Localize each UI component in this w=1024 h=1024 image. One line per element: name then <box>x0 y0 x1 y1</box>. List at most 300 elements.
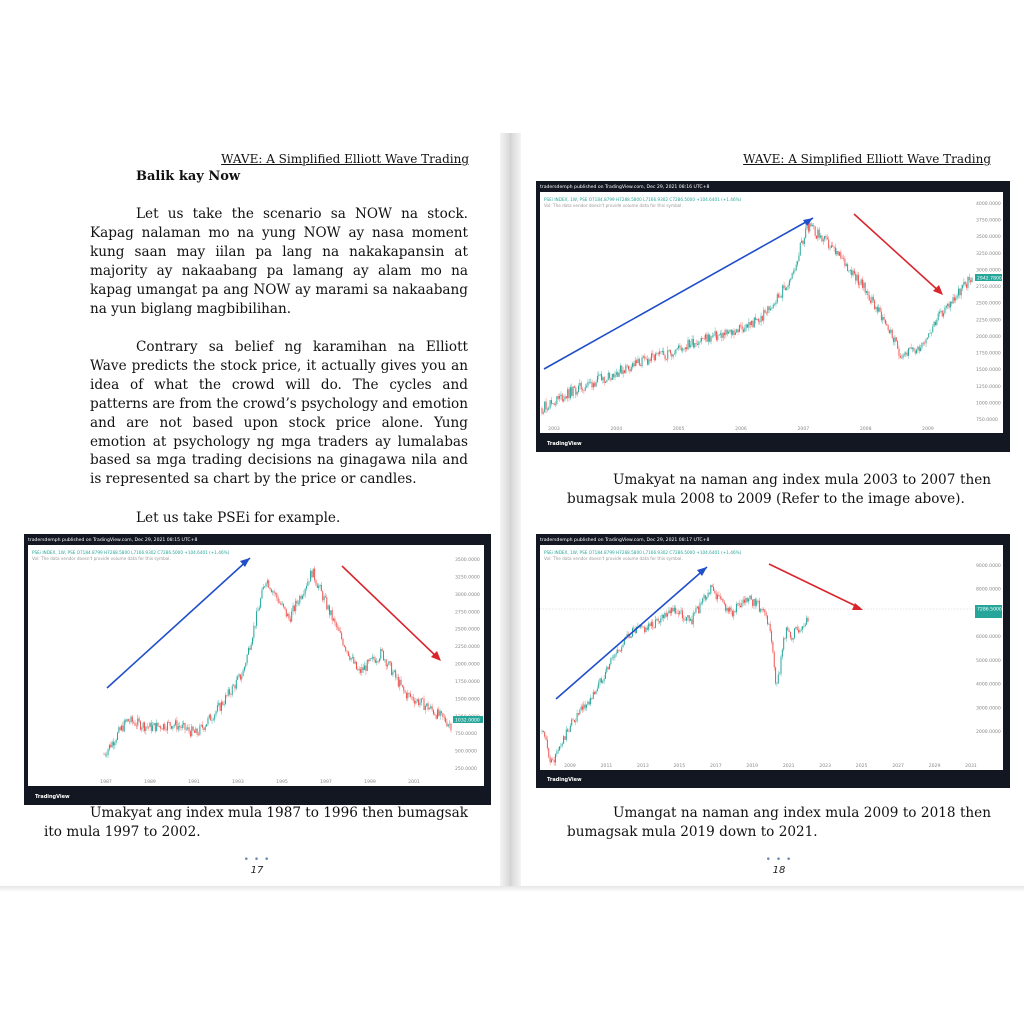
candle-body <box>803 626 804 627</box>
candle-body <box>306 586 307 589</box>
candle-body <box>801 630 802 631</box>
candle-body <box>340 631 341 633</box>
chart-symbol-line: PSEi INDEX, 1W, PSE O7184.8799 H7288.5800 L7166.9302 C7286.5000 +104.6401 (+1.46%) <box>32 550 230 555</box>
candle-body <box>379 659 380 661</box>
candle-body <box>333 619 334 621</box>
candle-body <box>444 717 445 718</box>
candle-body <box>954 297 955 300</box>
candle-body <box>962 285 963 288</box>
candle-body <box>579 383 580 386</box>
candle-body <box>159 726 160 727</box>
candle-body <box>117 733 118 740</box>
candle-body <box>144 723 145 731</box>
candle-body <box>108 749 109 755</box>
candle-body <box>643 627 644 628</box>
candle-body <box>705 334 706 339</box>
candle-body <box>118 727 119 732</box>
candle-body <box>575 388 576 395</box>
candle-body <box>885 320 886 324</box>
running-header: WAVE: A Simplified Elliott Wave Trading <box>221 152 469 166</box>
candle-body <box>386 660 387 667</box>
candle-body <box>656 353 657 354</box>
candle-body <box>633 363 634 366</box>
candle-body <box>372 657 373 659</box>
candle-body <box>218 703 219 705</box>
candle-body <box>548 408 549 410</box>
candle-body <box>972 278 973 282</box>
candle-body <box>313 569 314 578</box>
candle-body <box>808 618 809 622</box>
candle-body <box>734 330 735 334</box>
candle-body <box>392 672 393 675</box>
candle-body <box>147 727 148 728</box>
candle-body <box>328 606 329 610</box>
candle-body <box>773 305 774 309</box>
candle-body <box>926 339 927 343</box>
candle-body <box>548 748 549 757</box>
candle-body <box>671 354 672 357</box>
candle-body <box>805 625 806 626</box>
candle-body <box>966 284 967 288</box>
candle-body <box>348 651 349 656</box>
candle-body <box>698 342 699 345</box>
candle-body <box>604 679 605 681</box>
candle-body <box>162 729 163 730</box>
candle-body <box>243 671 244 677</box>
candle-body <box>698 607 699 613</box>
candle-body <box>597 689 598 692</box>
candle-body <box>383 651 384 660</box>
candle-body <box>744 600 745 603</box>
candle-body <box>787 627 788 630</box>
candle-body <box>727 330 728 334</box>
candle-body <box>180 727 181 728</box>
candle-body <box>245 663 246 667</box>
candle-body <box>693 613 694 624</box>
candle-body <box>632 363 633 367</box>
x-axis-label: 2005 <box>672 427 685 432</box>
candle-body <box>349 656 350 660</box>
candle-body <box>432 706 433 710</box>
candle-body <box>820 236 821 238</box>
candle-body <box>264 586 265 587</box>
candle-body <box>590 698 591 704</box>
candle-body <box>229 689 230 694</box>
candle-body <box>605 672 606 679</box>
candle-body <box>875 307 876 309</box>
candle-body <box>261 590 262 599</box>
candle-body <box>790 632 791 637</box>
candle-body <box>201 725 202 726</box>
candle-body <box>558 396 559 399</box>
candle-body <box>391 663 392 675</box>
candle-body <box>170 722 171 726</box>
candle-body <box>574 386 575 387</box>
candle-body <box>298 603 299 604</box>
candle-body <box>751 321 752 325</box>
candle-body <box>743 600 744 603</box>
candle-body <box>409 693 410 694</box>
candle-body <box>909 347 910 348</box>
candle-body <box>329 606 330 615</box>
candle-body <box>272 591 273 592</box>
candle-body <box>682 610 683 618</box>
candle-body <box>564 736 565 740</box>
candle-body <box>920 348 921 351</box>
candle-body <box>615 375 616 378</box>
y-axis-label: 3500.0000 <box>455 558 480 563</box>
candle-body <box>668 610 669 613</box>
candle-body <box>886 324 887 325</box>
candle-body <box>360 669 361 673</box>
candle-body <box>357 669 358 670</box>
candle-body <box>228 689 229 695</box>
candle-body <box>280 603 281 605</box>
chart-volume-note: Vol: The data vendor doesn't provide volume data for this symbol. <box>32 556 171 561</box>
candle-body <box>644 627 645 632</box>
candle-body <box>176 720 177 729</box>
candle-body <box>729 330 730 332</box>
candle-body <box>355 662 356 664</box>
candle-body <box>742 326 743 330</box>
candle-body <box>148 727 149 728</box>
candle-body <box>639 359 640 365</box>
candle-body <box>185 723 186 730</box>
candle-body <box>164 724 165 729</box>
y-axis-label: 5000.0000 <box>976 658 1001 664</box>
candle-body <box>697 344 698 345</box>
candle-body <box>733 611 734 616</box>
candle-body <box>697 607 698 609</box>
candle-body <box>618 650 619 651</box>
candle-body <box>825 236 826 238</box>
y-axis-label: 2000.0000 <box>455 662 480 668</box>
candle-body <box>543 731 544 732</box>
candle-body <box>866 291 867 293</box>
candle-body <box>679 611 680 614</box>
candle-body <box>401 680 402 685</box>
candle-body <box>275 593 276 594</box>
x-axis-label: 2009 <box>564 764 576 769</box>
candle-body <box>758 319 759 321</box>
page-number: 17 <box>250 865 264 876</box>
candle-body <box>613 657 614 658</box>
candle-body <box>907 353 908 356</box>
candle-body <box>834 247 835 248</box>
candle-body <box>570 726 571 732</box>
paragraph: Let us take PSEi for example. <box>136 510 341 526</box>
candle-body <box>567 729 568 731</box>
candle-body <box>717 335 718 340</box>
candle-body <box>765 310 766 313</box>
candle-body <box>186 729 187 730</box>
candle-body <box>874 300 875 309</box>
candle-body <box>398 677 399 687</box>
candle-body <box>797 261 798 264</box>
candle-body <box>951 302 952 304</box>
candle-body <box>378 661 379 662</box>
candle-body <box>651 354 652 361</box>
candle-body <box>769 306 770 310</box>
candle-body <box>581 383 582 390</box>
page-bottom-shadow <box>0 886 1024 892</box>
candle-body <box>195 729 196 733</box>
x-axis-label: 2011 <box>600 764 613 769</box>
candle-body <box>334 619 335 623</box>
candle-body <box>141 728 142 730</box>
candle-body <box>396 677 397 678</box>
candle-body <box>546 737 547 740</box>
candle-body <box>160 726 161 729</box>
candle-body <box>704 339 705 340</box>
tradingview-logo: TradingView <box>547 777 582 783</box>
candle-body <box>893 338 894 342</box>
candle-body <box>686 347 687 349</box>
candle-body <box>927 338 928 340</box>
section-title: Balik kay Now <box>136 169 241 184</box>
candle-body <box>797 627 798 630</box>
candle-body <box>772 642 773 652</box>
candle-body <box>785 288 786 290</box>
candle-body <box>854 271 855 274</box>
candle-body <box>310 571 311 582</box>
candle-body <box>724 602 725 604</box>
right-page <box>521 133 1024 887</box>
candle-body <box>659 352 660 355</box>
candle-body <box>678 345 679 348</box>
candle-body <box>739 325 740 332</box>
candle-body <box>563 399 564 401</box>
candle-body <box>853 271 854 276</box>
candle-body <box>233 685 234 686</box>
candle-body <box>586 705 587 708</box>
candle-body <box>950 302 951 308</box>
candle-body <box>216 711 217 714</box>
candle-body <box>642 357 643 366</box>
candle-body <box>121 726 122 730</box>
x-axis-label: 2001 <box>408 780 420 785</box>
candle-body <box>305 589 306 594</box>
candle-body <box>747 598 748 602</box>
candle-body <box>131 717 132 723</box>
candle-body <box>625 366 626 373</box>
candle-body <box>740 325 741 326</box>
candle-body <box>838 251 839 256</box>
candle-body <box>167 722 168 730</box>
candle-body <box>687 615 688 617</box>
candle-body <box>407 693 408 698</box>
candle-body <box>880 307 881 311</box>
candle-body <box>903 355 904 358</box>
tradingview-logo: TradingView <box>35 794 70 800</box>
candle-body <box>260 599 261 608</box>
chart-caption: Umakyat na naman ang index mula 2003 to 2007 then bumagsak mula 2008 to 2009 (Refer to the image above). <box>567 472 991 507</box>
candle-body <box>685 620 686 621</box>
candle-body <box>702 338 703 339</box>
x-axis-label: 2021 <box>782 764 795 769</box>
candle-body <box>583 390 584 391</box>
candle-body <box>911 347 912 348</box>
candle-body <box>582 706 583 709</box>
candle-body <box>654 627 655 628</box>
candle-body <box>760 609 761 612</box>
candle-body <box>251 644 252 650</box>
y-axis-label: 2000.0000 <box>976 334 1001 340</box>
candle-body <box>363 667 364 670</box>
candle-body <box>641 626 642 627</box>
candle-body <box>295 601 296 611</box>
candle-body <box>232 686 233 695</box>
candle-body <box>878 307 879 311</box>
candle-body <box>901 358 902 359</box>
candle-body <box>851 270 852 275</box>
candle-body <box>663 615 664 618</box>
candle-body <box>663 351 664 355</box>
candle-body <box>892 330 893 338</box>
candle-body <box>670 350 671 354</box>
y-axis-label: 1750.0000 <box>455 679 480 685</box>
candle-body <box>655 620 656 628</box>
candle-body <box>542 408 543 413</box>
candle-body <box>720 333 721 334</box>
candle-body <box>608 667 609 669</box>
candle-body <box>638 359 639 363</box>
candle-body <box>736 604 737 612</box>
candle-body <box>739 603 740 606</box>
candle-body <box>137 718 138 725</box>
candle-body <box>633 628 634 629</box>
candle-body <box>696 343 697 344</box>
candle-body <box>779 674 780 675</box>
x-axis-label: 2013 <box>637 764 649 769</box>
candle-body <box>844 259 845 266</box>
candle-body <box>587 382 588 386</box>
candle-body <box>970 280 971 282</box>
candle-body <box>325 597 326 598</box>
x-axis-label: 1995 <box>276 780 288 785</box>
candle-body <box>613 374 614 377</box>
candle-body <box>342 639 343 645</box>
candle-body <box>675 349 676 353</box>
candle-body <box>692 339 693 345</box>
candle-body <box>762 609 763 610</box>
candle-body <box>440 711 441 716</box>
candle-body <box>706 334 707 341</box>
candle-body <box>652 622 653 627</box>
candle-body <box>406 693 407 699</box>
candle-body <box>288 614 289 619</box>
candle-body <box>764 609 765 612</box>
candle-body <box>139 718 140 721</box>
candle-body <box>113 742 114 746</box>
candle-body <box>155 723 156 731</box>
candle-body <box>556 751 557 754</box>
candle-body <box>617 650 618 653</box>
y-axis-label: 1500.0000 <box>976 368 1001 374</box>
candle-body <box>708 335 709 342</box>
candle-body <box>451 724 452 731</box>
candle-body <box>356 662 357 669</box>
candle-body <box>605 382 606 383</box>
candle-body <box>710 585 711 594</box>
candle-body <box>573 719 574 720</box>
candle-body <box>586 386 587 387</box>
candle-body <box>789 280 790 285</box>
candle-body <box>905 353 906 355</box>
candle-body <box>555 404 556 405</box>
candle-body <box>896 337 897 341</box>
candle-body <box>388 661 389 664</box>
candle-body <box>732 611 733 617</box>
candle-body <box>802 241 803 245</box>
candle-body <box>563 736 564 743</box>
candle-body <box>753 599 754 606</box>
candle-body <box>677 613 678 614</box>
candle-body <box>664 613 665 618</box>
candle-body <box>862 279 863 287</box>
candle-body <box>652 354 653 355</box>
candle-body <box>430 706 431 708</box>
candle-body <box>179 726 180 727</box>
candle-body <box>341 633 342 639</box>
candle-body <box>961 288 962 295</box>
candle-body <box>840 252 841 258</box>
candle-body <box>738 329 739 332</box>
candle-body <box>650 624 651 626</box>
candle-body <box>551 759 552 762</box>
x-axis-label: 2003 <box>548 427 560 432</box>
candle-body <box>706 597 707 600</box>
candle-body <box>938 314 939 320</box>
candle-body <box>405 691 406 693</box>
candle-body <box>890 330 891 333</box>
candle-body <box>850 270 851 271</box>
chart-symbol-line: PSEi INDEX, 1W, PSE O7184.8799 H7288.5800 L7166.9302 C7286.5000 +104.6401 (+1.46%) <box>544 197 742 202</box>
candle-body <box>867 291 868 295</box>
candle-body <box>963 282 964 286</box>
candle-body <box>819 230 820 238</box>
x-axis-label: 2027 <box>892 764 904 769</box>
candle-body <box>894 337 895 342</box>
candle-body <box>600 374 601 375</box>
candle-body <box>688 340 689 350</box>
candle-body <box>759 321 760 322</box>
candle-body <box>562 744 563 746</box>
candle-body <box>628 366 629 369</box>
candle-body <box>712 585 713 587</box>
candle-body <box>701 338 702 341</box>
candle-body <box>437 709 438 718</box>
candle-body <box>723 333 724 338</box>
candle-body <box>672 608 673 611</box>
candle-body <box>276 593 277 598</box>
candle-body <box>681 348 682 351</box>
candle-body <box>610 378 611 380</box>
candle-body <box>778 294 779 297</box>
y-axis-label: 6000.0000 <box>976 635 1001 641</box>
candle-body <box>955 298 956 301</box>
candle-body <box>623 645 624 647</box>
candle-body <box>344 645 345 647</box>
candle-body <box>695 608 696 612</box>
candle-body <box>935 322 936 325</box>
candle-body <box>673 354 674 356</box>
candle-body <box>544 402 545 413</box>
candle-body <box>263 587 264 590</box>
candle-body <box>546 402 547 410</box>
candle-body <box>189 727 190 731</box>
candle-body <box>594 692 595 694</box>
